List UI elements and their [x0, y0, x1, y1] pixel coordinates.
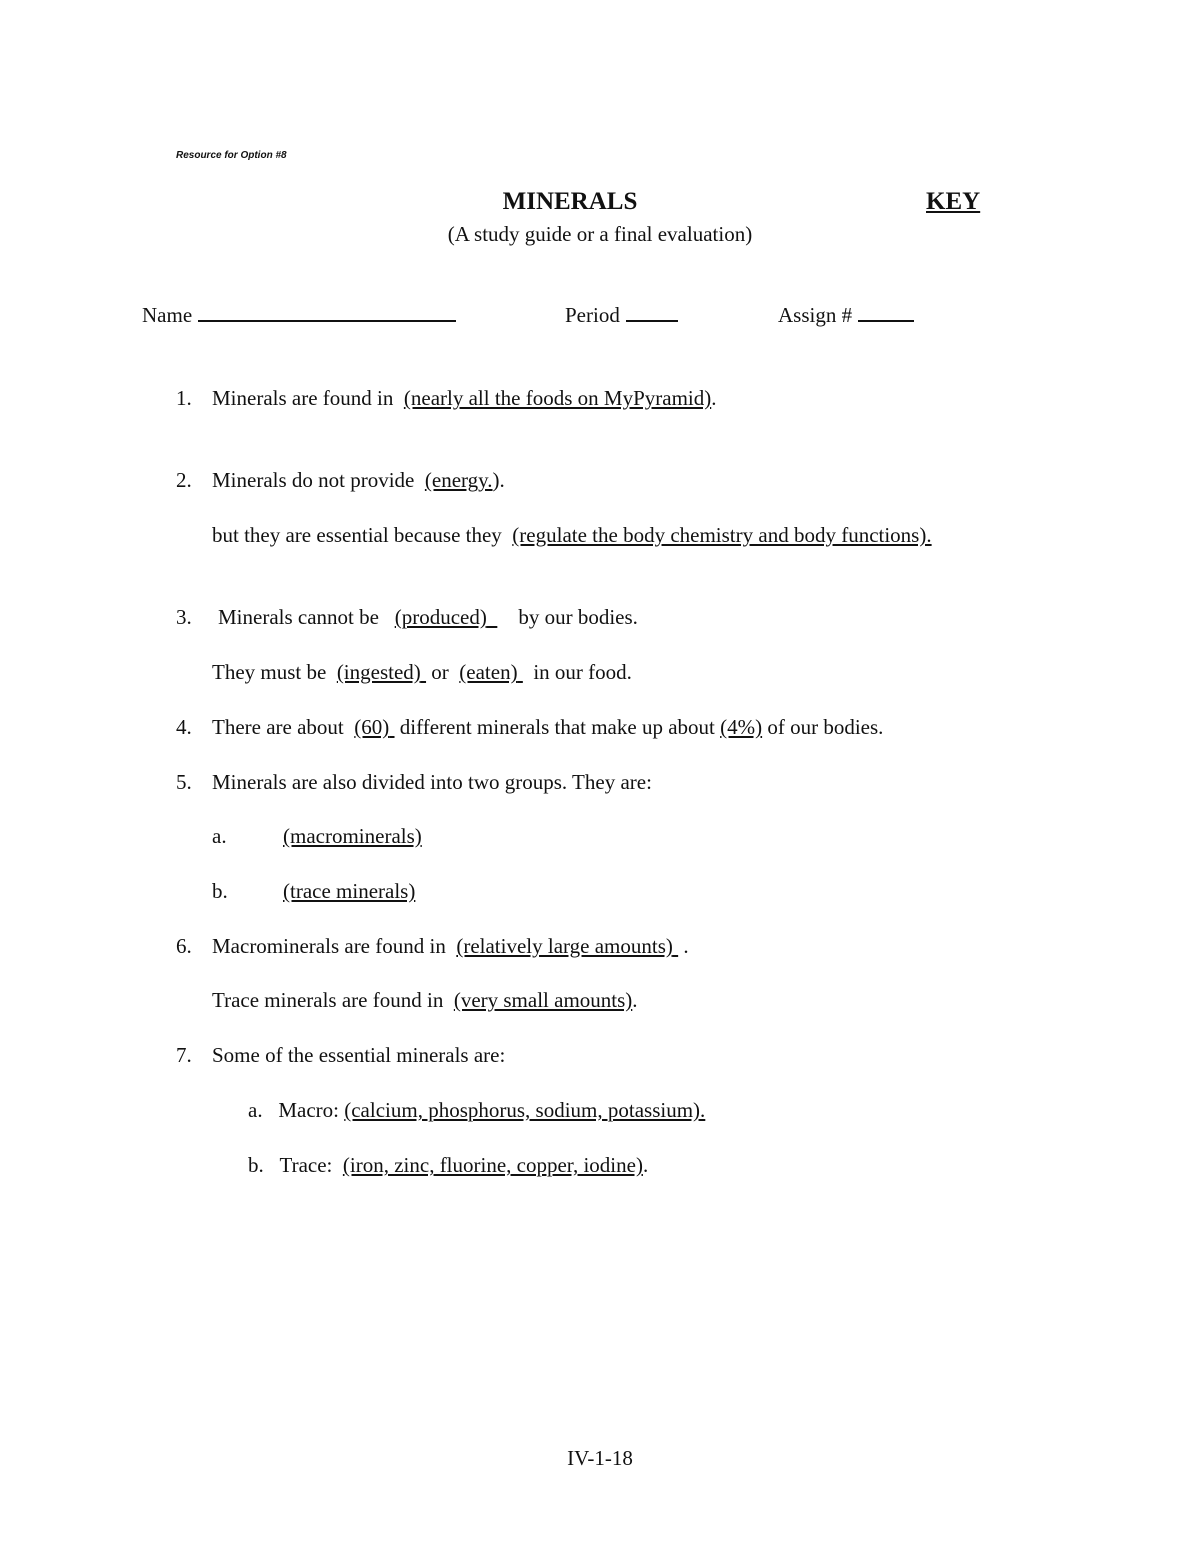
q2-text: Minerals do not provide: [212, 468, 415, 492]
q2-number: 2.: [176, 468, 192, 492]
q3-answer: (produced): [394, 605, 487, 629]
assign-label: Assign #: [778, 303, 853, 327]
q3-or: or: [431, 660, 449, 684]
q2-end: ).: [492, 468, 505, 492]
q6-answer2: (very small amounts): [453, 988, 633, 1012]
q6-end: .: [683, 934, 689, 958]
assign-field: [778, 302, 914, 328]
q5-a-label: a.: [212, 824, 227, 848]
q5-text: Minerals are also divided into two groups. They are:: [212, 770, 652, 794]
q4-mid: different minerals that make up about: [399, 715, 715, 739]
q7-b-label: b.: [248, 1153, 264, 1177]
assign-blank[interactable]: [858, 302, 914, 322]
name-blank[interactable]: [198, 302, 456, 322]
q7-b-answer: (iron, zinc, fluorine, copper, iodine): [342, 1153, 643, 1177]
q3-answer2b: (eaten): [459, 660, 518, 684]
q6-number: 6.: [176, 934, 192, 958]
q6-answer: (relatively large amounts): [456, 934, 673, 958]
page-number: IV-1-18: [567, 1446, 633, 1470]
page-title: MINERALS: [502, 188, 638, 215]
q4-line: [212, 715, 883, 740]
q3-number: 3.: [176, 605, 192, 629]
q7-a-label: a.: [248, 1098, 263, 1122]
q2-line: [212, 468, 505, 493]
q6-text: Macrominerals are found in: [212, 934, 446, 958]
page-subtitle: (A study guide or a final evaluation): [447, 222, 753, 246]
q4-number: 4.: [176, 715, 192, 739]
q3-line2: [212, 660, 632, 685]
q7-b-line: [248, 1153, 648, 1178]
q6-line2: [212, 988, 638, 1013]
q5-b-label: b.: [212, 879, 228, 903]
q2-line2: [212, 523, 932, 548]
key-label: KEY: [926, 188, 981, 215]
q6-end2: .: [632, 988, 638, 1012]
q1-end: .: [711, 386, 717, 410]
q2-answer: (energy.: [424, 468, 493, 492]
period-label: Period: [565, 303, 620, 327]
q7-text: Some of the essential minerals are:: [212, 1043, 506, 1067]
q4-answer2: (4%): [720, 715, 763, 739]
q5-a-answer: (macrominerals): [283, 824, 422, 848]
q1-line: [212, 386, 716, 411]
q3-end: by our bodies.: [518, 605, 638, 629]
q7-b-text: Trace:: [279, 1153, 333, 1177]
q5-b-answer: (trace minerals): [283, 879, 416, 903]
period-blank[interactable]: [626, 302, 678, 322]
q4-text: There are about: [212, 715, 344, 739]
q3-line: [218, 605, 638, 630]
q1-number: 1.: [176, 386, 192, 410]
q5-number: 5.: [176, 770, 192, 794]
q4-answer: (60): [354, 715, 390, 739]
q1-answer: (nearly all the foods on MyPyramid): [403, 386, 712, 410]
q7-a-answer: (calcium, phosphorus, sodium, potassium).: [344, 1098, 706, 1122]
q7-a-text: Macro:: [278, 1098, 339, 1122]
q3-answer2a: (ingested): [336, 660, 421, 684]
q6-line: [212, 934, 689, 959]
q4-end: of our bodies.: [767, 715, 884, 739]
name-label: Name: [142, 303, 193, 327]
q3-text2: They must be: [212, 660, 327, 684]
q2-text2: but they are essential because they: [212, 523, 502, 547]
name-field: [142, 302, 456, 328]
q7-b-end: .: [642, 1153, 649, 1177]
q3-text: Minerals cannot be: [218, 605, 379, 629]
q3-end2: in our food.: [533, 660, 632, 684]
q6-text2: Trace minerals are found in: [212, 988, 444, 1012]
q2-answer2: (regulate the body chemistry and body functions).: [512, 523, 932, 547]
q7-a-line: [248, 1098, 705, 1123]
period-field: [565, 302, 678, 328]
q1-text: Minerals are found in: [212, 386, 394, 410]
resource-note: Resource for Option #8: [176, 150, 287, 161]
q7-number: 7.: [176, 1043, 192, 1067]
